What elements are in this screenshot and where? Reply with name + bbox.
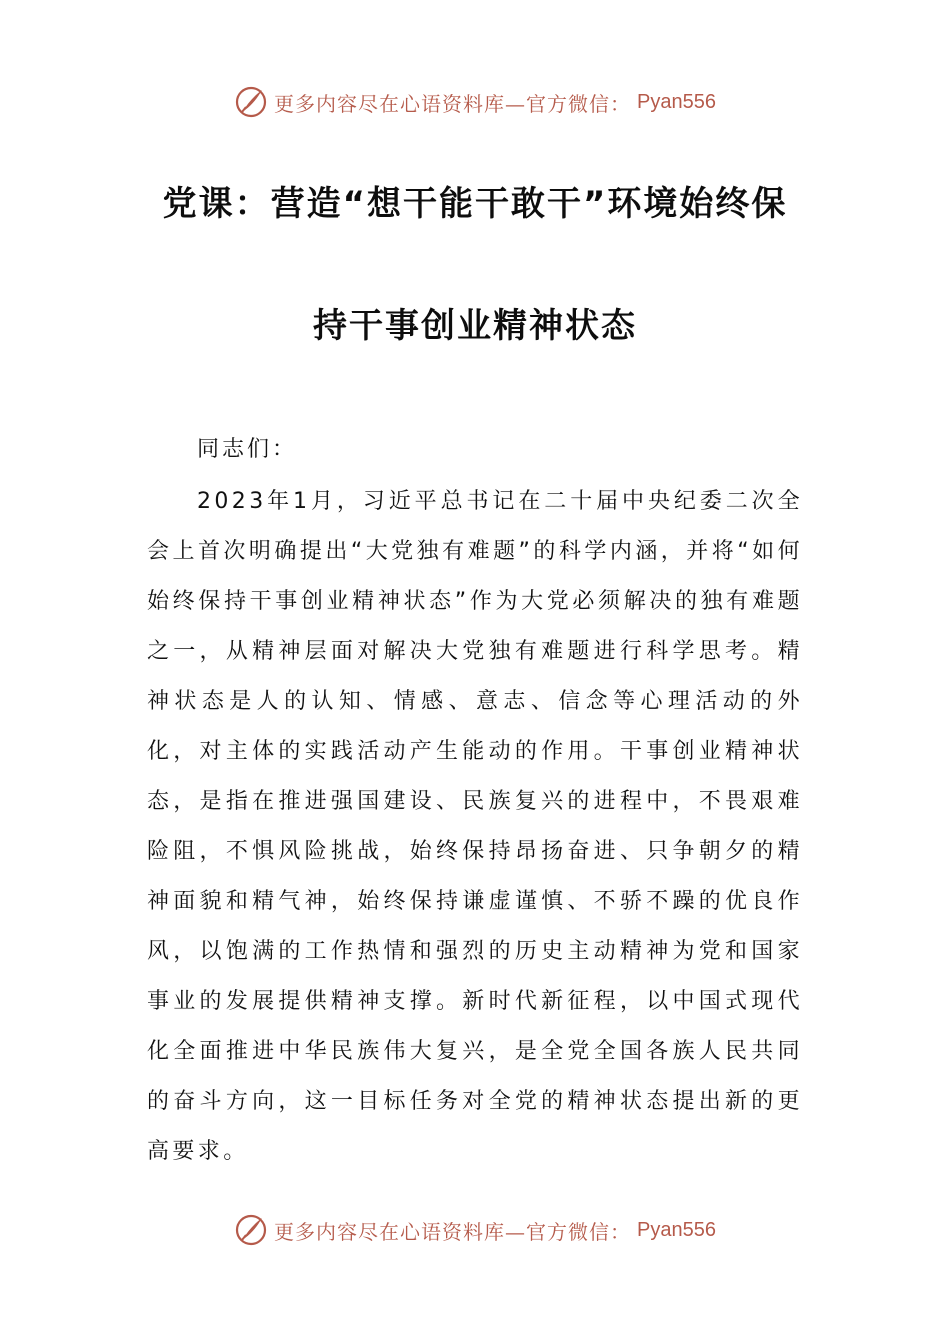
footer-watermark [0, 1210, 950, 1250]
header-watermark [0, 82, 950, 122]
quill-pen-logo-icon [234, 85, 268, 119]
watermark-wechat-id: Pyan556 [637, 90, 716, 113]
watermark-text: 更多内容尽在心语资料库—官方微信： [274, 1219, 632, 1244]
watermark-text: 更多内容尽在心语资料库—官方微信： [274, 91, 632, 116]
document-title-line-2: 持干事创业精神状态 [313, 306, 637, 346]
body-paragraph: 2023年1月，习近平总书记在二十届中央纪委二次全会上首次明确提出“大党独有难题”的科学内涵，并将“如何始终保持干事创业精神状态”作为大党必须解决的独有难题之一，从精神层面对解决大党独有难题进行科学思考。精神状态是人的认知、情感、意志、信念等心理活动的外化，对主体的实践活动产生能动的作用。干事创业精神状态，是指在推进强国建设、民族复兴的进程中，不畏艰难险阻，不惧风险挑战，始终保持昂扬奋进、只争朝夕的精神面貌和精气神，始终保持谦虚谨慎、不骄不躁的优良作风，以饱满的工作热情和强烈的历史主动精神为党和国家事业的发展提供精神支撑。新时代新征程，以中国式现代化全面推进中华民族伟大复兴，是全党全国各族人民共同的奋斗方向，这一目标任务对全党的精神状态提出新的更高要求。 [147, 489, 803, 1164]
quill-pen-logo-icon [234, 1213, 268, 1247]
document-title-line-1: 党课：营造“想干能干敢干”环境始终保 [162, 184, 788, 224]
salutation: 同志们： [197, 437, 298, 462]
watermark-wechat-id: Pyan556 [637, 1218, 716, 1241]
